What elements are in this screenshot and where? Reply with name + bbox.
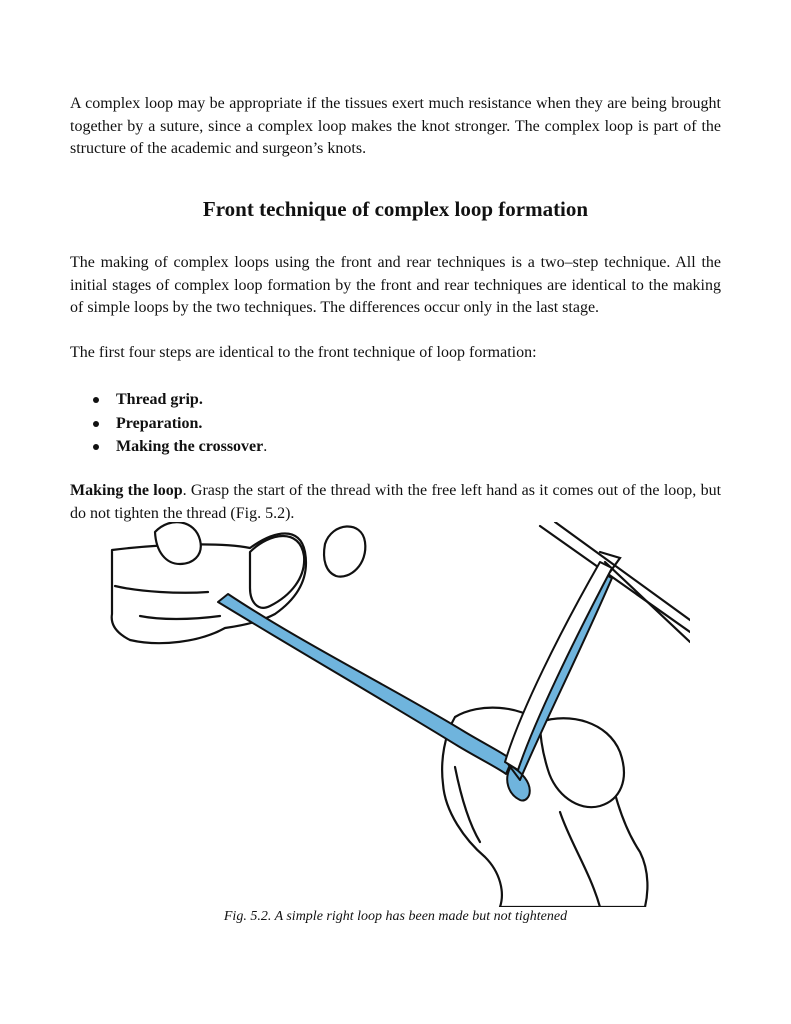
step-item [70,412,721,436]
making-loop-bold: Making the loop [70,482,183,499]
figure-caption: Fig. 5.2. A simple right loop has been made but not tightened [223,909,568,924]
step-item [70,388,721,412]
needle-holder-jaw [540,526,690,632]
step-bold: Thread grip. [116,391,203,408]
step-item [70,435,721,459]
bullet-icon [93,444,99,450]
intro-paragraph: A complex loop may be appropriate if the tissues exert much resistance when they are being brought together by a suture, since a complex loop makes the knot stronger. The complex loop is part of the structure of the academic and surgeon’s knots. [70,95,721,157]
step-bold: Preparation. [116,414,203,432]
bullet-icon [93,421,99,427]
technique-paragraph: The making of complex loops using the front and rear techniques is a two–step technique. All the initial stages of complex loop formation by the front and rear techniques are identical to the making of simple loops by the two techniques. The differences occur only in the last stage. [70,254,721,316]
bullet-icon [93,397,99,403]
suture-thread [218,594,512,774]
step-rest: . [263,438,268,455]
step-bold: Making the crossover [116,438,264,455]
right-finger [324,526,365,576]
loop-illustration [100,522,690,907]
left-thumb [250,536,304,608]
making-loop-text: . Grasp the start of the thread with the free left hand as it comes out of the loop, but do not tighten the thread (Fig. 5.2). [70,482,722,522]
steps-intro-paragraph: The first four steps are identical to the front technique of loop formation: [70,344,537,361]
section-heading: Front technique of complex loop formation [202,197,589,221]
making-loop-paragraph [70,480,721,525]
steps-list [70,388,721,459]
